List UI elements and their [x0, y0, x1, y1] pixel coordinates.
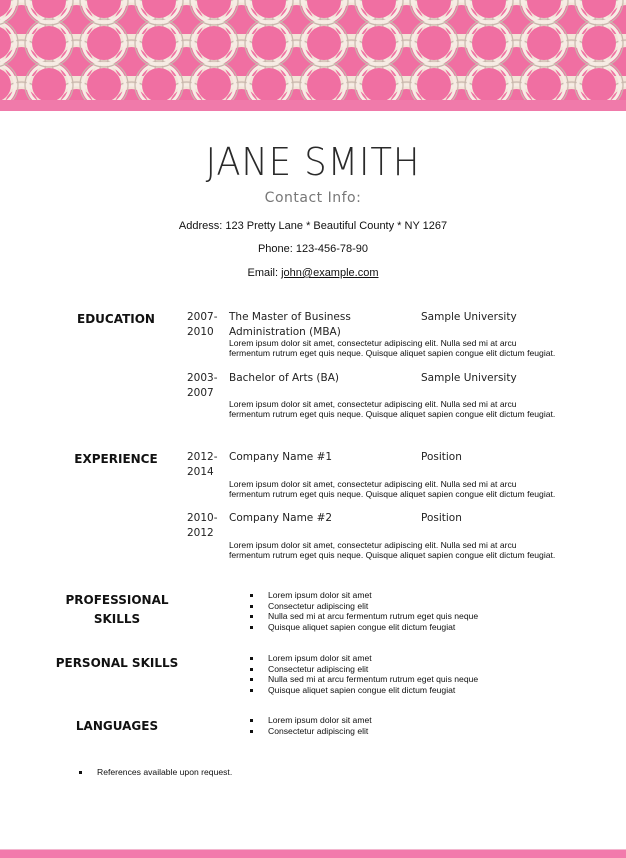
list-item — [78, 767, 232, 778]
education-year-end: 2007 — [187, 387, 214, 399]
section-title-line: PROFESSIONAL — [65, 593, 169, 607]
contact-info-title: Contact Info: — [264, 190, 362, 206]
candidate-name: JANE SMITH — [205, 140, 421, 184]
header-scallop-pattern — [0, 0, 626, 101]
footer-pink-bar — [0, 849, 626, 858]
contact-email-line — [0, 267, 626, 279]
list-item — [249, 726, 372, 737]
section-title-personal-skills: PERSONAL SKILLS — [55, 656, 179, 670]
section-title-education: EDUCATION — [77, 312, 155, 326]
list-item-text: Lorem ipsum dolor sit amet — [268, 653, 372, 663]
bullet-icon — [250, 657, 253, 660]
section-title-experience: EXPERIENCE — [74, 452, 158, 466]
list-item-text: Nulla sed mi at arcu fermentum rutrum eget quis neque — [268, 674, 479, 685]
list-item — [249, 685, 478, 696]
list-item-text: Consectetur adipiscing elit — [268, 600, 369, 611]
professional-skills-list — [249, 590, 478, 633]
contact-address: Address: 123 Pretty Lane * Beautiful County * NY 1267 — [178, 220, 448, 232]
experience-year-start: 2010- — [187, 512, 218, 524]
references-text: References available upon request. — [97, 767, 233, 777]
experience-position: Position — [421, 512, 462, 524]
list-item — [249, 590, 478, 601]
list-item-text: Lorem ipsum dolor sit amet — [268, 715, 372, 725]
bullet-icon — [250, 689, 253, 692]
bullet-icon — [250, 730, 253, 733]
list-item-text: Consectetur adipiscing elit — [268, 663, 369, 674]
education-year-end: 2010 — [187, 326, 214, 338]
email-label: Email: — [247, 267, 282, 279]
experience-year-end: 2012 — [187, 527, 214, 539]
bullet-icon — [79, 771, 82, 774]
bullet-icon — [250, 594, 253, 597]
list-item — [249, 674, 478, 685]
references-list — [78, 767, 232, 778]
scallop-pattern-graphic — [0, 0, 626, 101]
list-item-text: Quisque aliquet sapien congue elit dictum feugiat — [268, 622, 456, 633]
list-item-text: Lorem ipsum dolor sit amet — [268, 590, 372, 600]
list-item-text: Quisque aliquet sapien congue elit dictum feugiat — [268, 685, 456, 696]
list-item — [249, 715, 372, 726]
education-year-start: 2003- — [187, 372, 218, 384]
section-title-professional-skills — [55, 591, 179, 629]
bullet-icon — [250, 615, 253, 618]
contact-phone: Phone: 123-456-78-90 — [257, 243, 369, 255]
experience-company: Company Name #1 — [229, 451, 333, 463]
education-year-start: 2007- — [187, 311, 218, 323]
header-pink-bar — [0, 100, 626, 111]
bullet-icon — [250, 678, 253, 681]
bullet-icon — [250, 719, 253, 722]
bullet-icon — [250, 668, 253, 671]
list-item — [249, 664, 478, 675]
list-item — [249, 653, 478, 664]
list-item-text: Nulla sed mi at arcu fermentum rutrum eget quis neque — [268, 611, 479, 622]
experience-description: Lorem ipsum dolor sit amet, consectetur adipiscing elit. Nulla sed mi at arcu fermentum rutrum eget quis neque. Quisque aliquet sapien congue elit dictum feugiat. — [229, 479, 556, 500]
personal-skills-list — [249, 653, 478, 696]
experience-company: Company Name #2 — [229, 512, 333, 524]
email-link[interactable]: john@example.com — [281, 267, 379, 279]
experience-year-end: 2014 — [187, 466, 214, 478]
bullet-icon — [250, 626, 253, 629]
languages-list — [249, 715, 372, 736]
education-degree: Bachelor of Arts (BA) — [229, 372, 339, 384]
section-title-line: SKILLS — [93, 612, 141, 626]
experience-year-start: 2012- — [187, 451, 218, 463]
list-item — [249, 622, 478, 633]
education-degree-line2: Administration (MBA) — [229, 326, 341, 338]
section-title-languages: LANGUAGES — [75, 719, 159, 733]
education-school: Sample University — [421, 372, 517, 384]
list-item — [249, 601, 478, 612]
education-description: Lorem ipsum dolor sit amet, consectetur adipiscing elit. Nulla sed mi at arcu fermentum rutrum eget quis neque. Quisque aliquet sapien congue elit dictum feugiat. — [229, 399, 556, 420]
education-degree: The Master of Business — [229, 311, 351, 323]
list-item-text: Consectetur adipiscing elit — [268, 725, 369, 736]
bullet-icon — [250, 605, 253, 608]
experience-description: Lorem ipsum dolor sit amet, consectetur adipiscing elit. Nulla sed mi at arcu fermentum rutrum eget quis neque. Quisque aliquet sapien congue elit dictum feugiat. — [229, 540, 556, 561]
education-school: Sample University — [421, 311, 517, 323]
education-description: Lorem ipsum dolor sit amet, consectetur adipiscing elit. Nulla sed mi at arcu fermentum rutrum eget quis neque. Quisque aliquet sapien congue elit dictum feugiat. — [229, 338, 556, 359]
experience-position: Position — [421, 451, 462, 463]
list-item — [249, 611, 478, 622]
